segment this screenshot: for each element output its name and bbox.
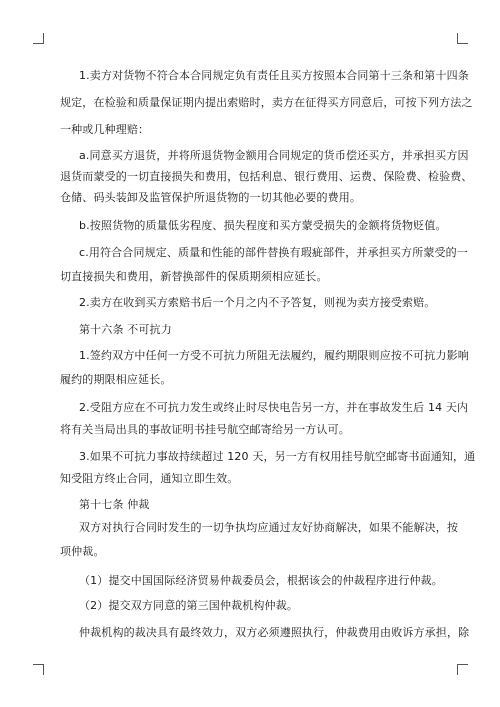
text-line: c.用符合合同规定、质量和性能的部件替换有瑕疵部件，并承担买方所蒙受的一: [79, 246, 468, 259]
text-line: b.按照货物的质量低劣程度、损失程度和买方蒙受损失的金额将货物贬值。: [79, 219, 447, 232]
text-line: 知受阻方终止合同，通知立即生效。: [60, 472, 239, 485]
text-line: 3.如果不可抗力事故持续超过 120 天，另一方有权用挂号航空邮寄书面通知，通: [79, 450, 476, 463]
section-heading-arbitration: 第十七条 仲裁: [79, 498, 150, 511]
text-line: 将有关当局出具的事故证明书挂号航空邮寄给另一方认可。: [60, 423, 350, 436]
text-line: （2）提交双方同意的第三国仲裁机构仲裁。: [79, 599, 298, 612]
text-line: 1.卖方对货物不符合本合同规定负有责任且买方按照本合同第十三条和第十四条: [79, 69, 469, 82]
crop-mark-top-right: [457, 33, 468, 44]
section-heading-force-majeure: 第十六条 不可抗力: [79, 323, 172, 336]
text-line: 双方对执行合同时发生的一切争执均应通过友好协商解决，如果不能解决，按: [79, 521, 459, 534]
crop-mark-bottom-left: [33, 664, 44, 675]
text-line: 规定，在检验和质量保证期内提出索赔时，卖方在征得买方同意后，可按下列方法之: [60, 96, 473, 109]
text-line: 1.签约双方中任何一方受不可抗力所阻无法履约，履约期限则应按不可抗力影响: [79, 349, 469, 362]
text-line: 仓储、码头装卸及监管保护所退货物的一切其他必要的费用。: [60, 191, 362, 204]
text-line: 仲裁机构的裁决具有最终效力，双方必须遵照执行，仲裁费用由败诉方承担，除: [79, 626, 470, 639]
crop-mark-top-left: [33, 33, 44, 44]
text-line: 项仲裁。: [60, 545, 105, 558]
text-line: 一种或几种理赔：: [60, 123, 150, 136]
crop-mark-bottom-right: [457, 664, 468, 675]
text-line: 切直接损失和费用，新替换部件的保质期须相应延长。: [60, 270, 328, 283]
text-line: 退货而蒙受的一切直接损失和费用，包括利息、银行费用、运费、保险费、检验费、: [60, 170, 473, 183]
text-line: 2.卖方在收到买方索赔书后一个月之内不予答复，则视为卖方接受索赔。: [79, 296, 436, 309]
text-line: 履约的期限相应延长。: [60, 373, 172, 386]
text-line: （1）提交中国国际经济贸易仲裁委员会，根据该会的仲裁程序进行仲裁。: [79, 574, 443, 587]
text-line: a.同意买方退货，并将所退货物金额用合同规定的货币偿还买方，并承担买方因: [79, 149, 469, 162]
text-line: 2.受阻方应在不可抗力发生或终止时尽快电告另一方，并在事故发生后 14 天内: [79, 401, 469, 414]
